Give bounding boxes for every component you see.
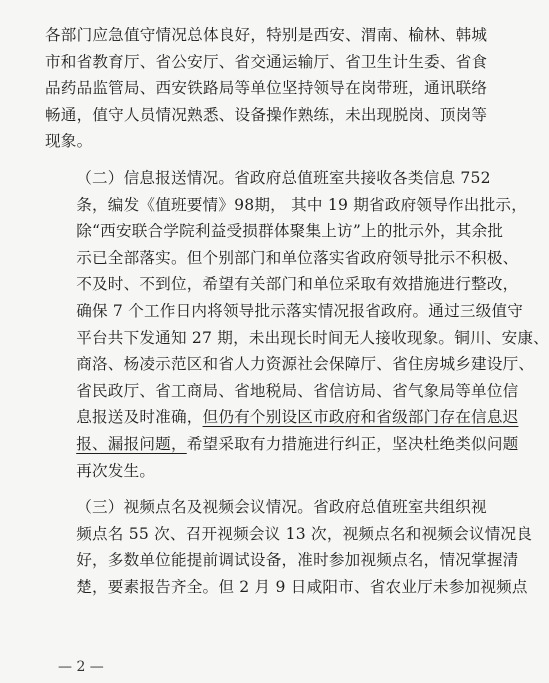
text-line: 除“西安联合学院利益受损群体聚集上访”上的批示外，其余批 xyxy=(76,222,504,241)
text-line: 商洛、杨凌示范区和省人力资源社会保障厅、省住房城乡建设厅、 xyxy=(76,355,535,374)
text-line: 条，编发《值班要情》98期， 其中 19 期省政府领导作出批示， xyxy=(76,195,527,214)
text-segment: 息报送及时准确， xyxy=(76,408,203,427)
section-heading-line: （二）信息报送情况。省政府总值班室共接收各类信息 752 xyxy=(76,168,491,187)
paragraph-emergency-duty xyxy=(45,22,488,155)
underlined-text: 报、漏报问题， xyxy=(76,434,187,453)
text-line: 现象。 xyxy=(45,132,93,151)
text-line: 好，多数单位能提前调试设备，准时参加视频点名，情况掌握清 xyxy=(76,551,519,570)
text-line: 平台共下发通知 27 期，未出现长时间无人接收现象。铜川、安康、 xyxy=(76,328,549,347)
text-line: 市和省教育厅、省公安厅、省交通运输厅、省卫生计生委、省食 xyxy=(45,52,488,71)
text-segment: 希望采取有力措施进行纠正，坚决杜绝类似问题 xyxy=(186,434,519,453)
text-line: 确保 7 个工作日内将领导批示落实情况报省政府。通过三级值守 xyxy=(76,301,524,320)
text-line: 频点名 55 次、召开视频会议 13 次，视频点名和视频会议情况良 xyxy=(76,524,533,543)
text-line: 品药品监管局、西安铁路局等单位坚持领导在岗带班，通讯联络 xyxy=(45,79,488,98)
paragraph-information-reporting xyxy=(45,165,549,484)
text-line: 省民政厅、省工商局、省地税局、省信访局、省气象局等单位信 xyxy=(76,381,519,400)
text-line: 畅通，值守人员情况熟悉、设备操作熟练，未出现脱岗、顶岗等 xyxy=(45,105,488,124)
text-line: 示已全部落实。但个别部门和单位落实省政府领导批示不积极、 xyxy=(76,248,519,267)
section-heading-line: （三）视频点名及视频会议情况。省政府总值班室共组织视 xyxy=(76,498,487,517)
text-line: 楚，要素报告齐全。但 2 月 9 日咸阳市、省农业厅未参加视频点 xyxy=(76,577,528,596)
underlined-text: 但仍有个别设区市政府和省级部门存在信息迟 xyxy=(202,408,519,427)
text-line: 再次发生。 xyxy=(76,461,156,480)
text-line: 不及时、不到位，希望有关部门和单位采取有效措施进行整改， xyxy=(76,275,519,294)
text-line: 各部门应急值守情况总体良好，特别是西安、渭南、榆林、韩城 xyxy=(45,26,488,44)
text-line-with-underline xyxy=(45,431,519,458)
page-number: — 2 — xyxy=(58,659,104,675)
paragraph-video-meeting xyxy=(45,494,533,600)
text-line-with-underline xyxy=(45,404,519,431)
